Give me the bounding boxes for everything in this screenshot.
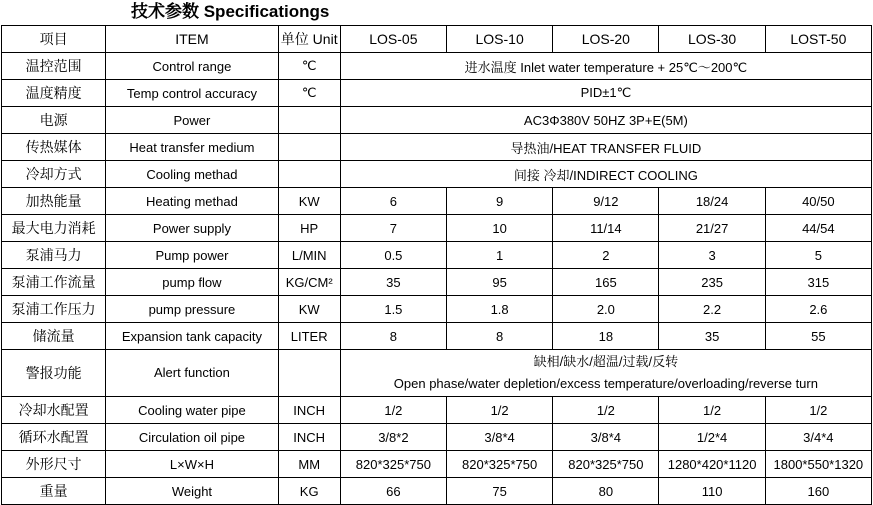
row-label-cn: 警报功能 [2,350,106,397]
row-unit: KW [278,296,340,323]
row-value: 80 [553,478,659,505]
table-row [2,323,872,350]
row-value: 1/2 [553,397,659,424]
row-value: 9 [447,188,553,215]
row-value: 2.6 [765,296,871,323]
row-label-cn: 泵浦马力 [2,242,106,269]
row-label-cn: 最大电力消耗 [2,215,106,242]
row-value: 1/2 [765,397,871,424]
row-unit [278,107,340,134]
row-value: 165 [553,269,659,296]
row-value: 1 [447,242,553,269]
row-span-value: AC3Φ380V 50HZ 3P+E(5M) [340,107,871,134]
table-row-alert [2,350,872,397]
row-label-en: Weight [106,478,278,505]
row-value: 18/24 [659,188,765,215]
row-value: 2.2 [659,296,765,323]
row-value: 95 [447,269,553,296]
row-value: 1/2 [659,397,765,424]
row-span-value: PID±1℃ [340,80,871,107]
table-row [2,451,872,478]
row-unit: HP [278,215,340,242]
row-span-value-alert [340,350,871,397]
row-value: 21/27 [659,215,765,242]
row-value: 44/54 [765,215,871,242]
row-label-en: Cooling methad [106,161,278,188]
row-value: 1/2*4 [659,424,765,451]
row-label-cn: 加热能量 [2,188,106,215]
table-row [2,269,872,296]
row-value: 0.5 [340,242,446,269]
row-span-value: 间接 冷却/INDIRECT COOLING [340,161,871,188]
table-row [2,188,872,215]
table-row [2,397,872,424]
row-value: 1280*420*1120 [659,451,765,478]
row-value: 10 [447,215,553,242]
row-label-cn: 冷却方式 [2,161,106,188]
row-value: 3 [659,242,765,269]
header-model-3: LOS-20 [553,26,659,53]
row-unit: ℃ [278,53,340,80]
table-header-row [2,26,872,53]
header-unit: 单位 Unit [278,26,340,53]
row-label-en: Power [106,107,278,134]
row-label-cn: 冷却水配置 [2,397,106,424]
page-title: 技术参数 Specificationgs [131,2,330,21]
row-value: 820*325*750 [340,451,446,478]
row-value: 35 [659,323,765,350]
table-row [2,53,872,80]
table-row [2,80,872,107]
table-row [2,134,872,161]
row-unit: L/MIN [278,242,340,269]
row-label-en: Heating methad [106,188,278,215]
row-unit: KG/CM² [278,269,340,296]
header-model-5: LOST-50 [765,26,871,53]
row-label-cn: 储流量 [2,323,106,350]
row-value: 66 [340,478,446,505]
row-value: 110 [659,478,765,505]
row-value: 6 [340,188,446,215]
row-value: 1/2 [447,397,553,424]
row-unit [278,350,340,397]
row-value: 820*325*750 [447,451,553,478]
table-row [2,478,872,505]
row-value: 8 [447,323,553,350]
row-label-en: Temp control accuracy [106,80,278,107]
row-label-cn: 温控范围 [2,53,106,80]
row-value: 40/50 [765,188,871,215]
row-label-en: pump flow [106,269,278,296]
row-label-en: Heat transfer medium [106,134,278,161]
row-label-en: Control range [106,53,278,80]
header-model-4: LOS-30 [659,26,765,53]
row-label-cn: 传热媒体 [2,134,106,161]
row-value: 235 [659,269,765,296]
row-label-en: Pump power [106,242,278,269]
row-value: 820*325*750 [553,451,659,478]
header-item-en: ITEM [106,26,278,53]
row-value: 3/4*4 [765,424,871,451]
table-row [2,242,872,269]
table-row [2,215,872,242]
row-label-en: Cooling water pipe [106,397,278,424]
table-row [2,107,872,134]
row-unit: KW [278,188,340,215]
alert-line-en: Open phase/water depletion/excess temperature/overloading/reverse turn [393,376,818,391]
row-value: 2.0 [553,296,659,323]
table-row [2,296,872,323]
row-value: 9/12 [553,188,659,215]
row-value: 3/8*2 [340,424,446,451]
row-label-cn: 泵浦工作流量 [2,269,106,296]
row-value: 11/14 [553,215,659,242]
row-value: 5 [765,242,871,269]
row-unit: LITER [278,323,340,350]
row-value: 1.5 [340,296,446,323]
row-value: 2 [553,242,659,269]
header-item-cn: 项目 [2,26,106,53]
row-value: 8 [340,323,446,350]
row-unit: ℃ [278,80,340,107]
row-unit: INCH [278,424,340,451]
row-label-en: L×W×H [106,451,278,478]
row-value: 3/8*4 [553,424,659,451]
row-value: 1/2 [340,397,446,424]
table-row [2,424,872,451]
row-label-cn: 泵浦工作压力 [2,296,106,323]
row-unit [278,161,340,188]
row-unit: KG [278,478,340,505]
row-span-value: 导热油/HEAT TRANSFER FLUID [340,134,871,161]
row-value: 1800*550*1320 [765,451,871,478]
row-label-en: pump pressure [106,296,278,323]
row-unit: MM [278,451,340,478]
row-label-cn: 循环水配置 [2,424,106,451]
row-value: 18 [553,323,659,350]
specifications-table [1,25,872,505]
row-label-en: Expansion tank capacity [106,323,278,350]
row-value: 3/8*4 [447,424,553,451]
row-label-cn: 电源 [2,107,106,134]
row-label-en: Circulation oil pipe [106,424,278,451]
row-label-cn: 外形尺寸 [2,451,106,478]
table-row [2,161,872,188]
row-label-en: Alert function [106,350,278,397]
row-value: 35 [340,269,446,296]
header-model-1: LOS-05 [340,26,446,53]
row-value: 55 [765,323,871,350]
row-label-cn: 重量 [2,478,106,505]
row-value: 315 [765,269,871,296]
row-label-en: Power supply [106,215,278,242]
row-unit [278,134,340,161]
row-value: 75 [447,478,553,505]
row-value: 7 [340,215,446,242]
row-unit: INCH [278,397,340,424]
alert-line-cn: 缺相/缺水/超温/过载/反转 [533,354,679,369]
row-label-cn: 温度精度 [2,80,106,107]
row-value: 1.8 [447,296,553,323]
row-value: 160 [765,478,871,505]
row-span-value: 进水温度 Inlet water temperature + 25℃～200℃ [340,53,871,80]
header-model-2: LOS-10 [447,26,553,53]
